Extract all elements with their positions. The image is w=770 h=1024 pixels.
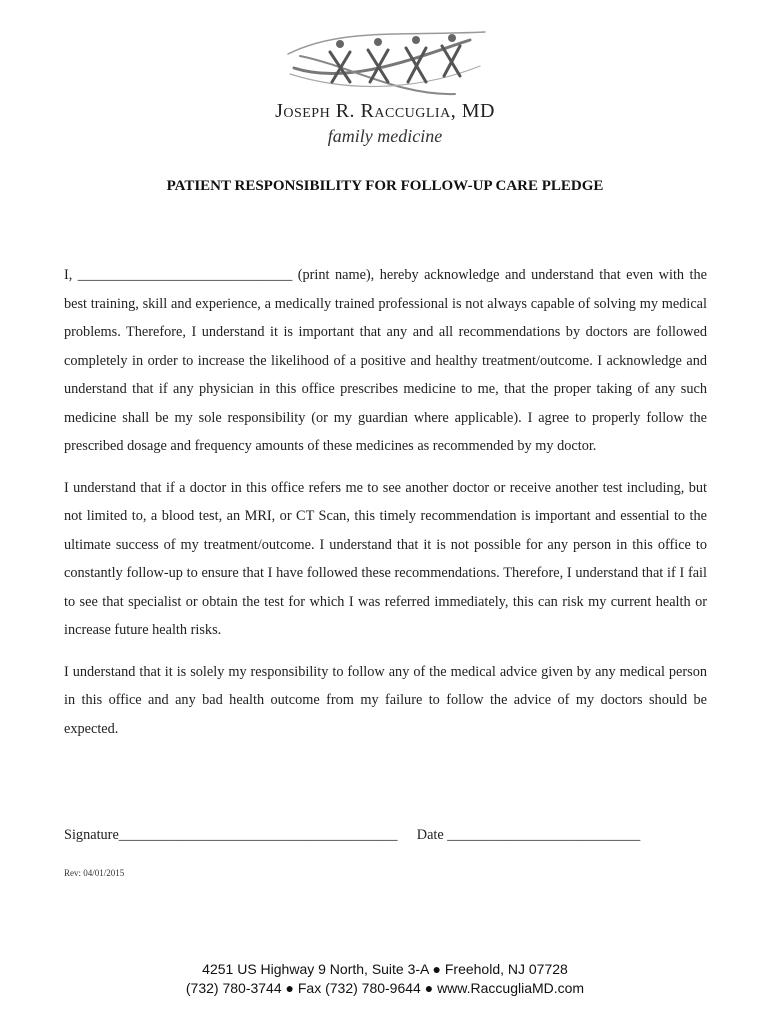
footer-address: 4251 US Highway 9 North, Suite 3-A ● Freehold, NJ 07728: [202, 961, 568, 977]
document-title: PATIENT RESPONSIBILITY FOR FOLLOW-UP CARE PLEDGE: [166, 178, 604, 194]
footer-contact: (732) 780-3744 ● Fax (732) 780-9644 ● www.RaccugliaMD.com: [185, 980, 585, 996]
signature-row: [64, 827, 707, 844]
practice-name: Joseph R. Raccuglia, MD: [275, 100, 495, 122]
paragraph: I understand that it is solely my responsibility to follow any of the medical advice given by any medical person in this office and any bad health outcome from my failure to follow the advice of my doctors should be expected.: [64, 663, 707, 737]
paragraph: I understand that if a doctor in this office refers me to see another doctor or receive another test including, but not limited to, a blood test, an MRI, or CT Scan, this timely recommendation is important and essential to the ultimate success of my treatment/outcome. I understand that it is not possible for any person in this office to constantly follow-up to ensure that I have followed these recommendations. Therefore, I understand that if I fail to see that specialist or obtain the test for which I was referred immediately, this can risk my current health or increase future health risks.: [64, 479, 707, 638]
footer: [0, 960, 770, 998]
signature-field[interactable]: Signature_______________________________________: [64, 827, 398, 843]
date-field[interactable]: Date ___________________________: [416, 827, 641, 843]
practice-subtitle: family medicine: [327, 126, 443, 146]
revision-date: Rev: 04/01/2015: [64, 868, 125, 878]
document-body: [64, 261, 707, 756]
paragraph: I, ______________________________ (print name), hereby acknowledge and understand that even with the best training, skill and experience, a medically trained professional is not always capable of solving my medical problems. Therefore, I understand it is important that any and all recommendations by doctors are followed completely in order to increase the likelihood of a positive and healthy treatment/outcome. I acknowledge and understand that if any physician in this office prescribes medicine to me, that the proper taking of any such medicine shall be my sole responsibility (or my guardian where applicable). I agree to properly follow the prescribed dosage and frequency amounts of these medicines as recommended by my doctor.: [64, 267, 707, 454]
dancing-figures-logo-icon: [280, 26, 500, 106]
